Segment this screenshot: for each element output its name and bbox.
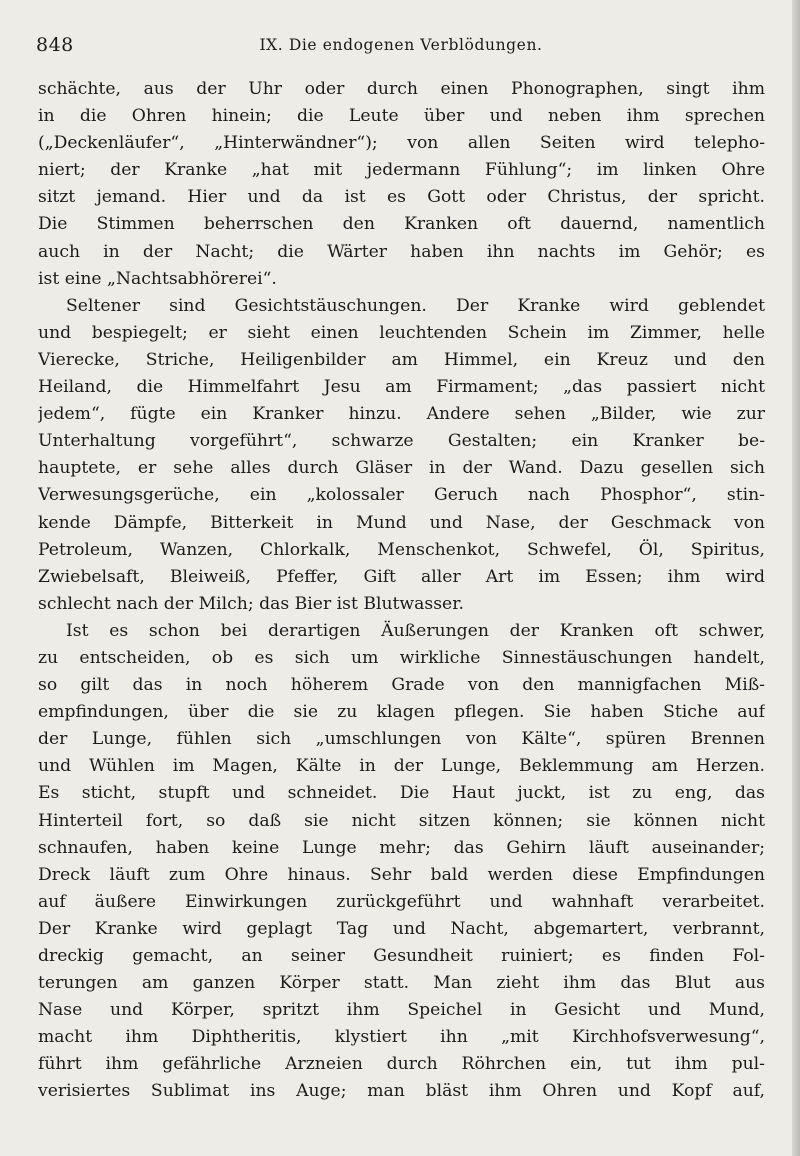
body-text [38, 76, 765, 1106]
text-line: Ist es schon bei derartigen Äußerungen der Kranken oft schwer, [66, 620, 765, 641]
text-line: Heiland, die Himmelfahrt Jesu am Firmament; „das passiert nicht [38, 377, 765, 398]
text-line: und Wühlen im Magen, Kälte in der Lunge, Beklemmung am Herzen. [38, 756, 765, 777]
text-line: Seltener sind Gesichtstäuschungen. Der Kranke wird geblendet [66, 295, 765, 316]
paragraph [38, 76, 765, 293]
text-line: und bespiegelt; er sieht einen leuchtenden Schein im Zimmer, helle [38, 322, 765, 343]
text-line: kende Dämpfe, Bitterkeit in Mund und Nase, der Geschmack von [38, 512, 765, 533]
text-line: niert; der Kranke „hat mit jedermann Fühlung“; im linken Ohre [38, 160, 765, 181]
text-line: der Lunge, fühlen sich „umschlungen von Kälte“, spüren Brennen [38, 729, 765, 750]
text-line: ist eine „Nachtsabhörerei“. [38, 268, 277, 289]
text-line: Unterhaltung vorgeführt“, schwarze Gestalten; ein Kranker be- [38, 431, 765, 452]
text-line: in die Ohren hinein; die Leute über und neben ihm sprechen [38, 106, 765, 127]
text-line: auf äußere Einwirkungen zurückgeführt und wahnhaft verarbeitet. [38, 891, 765, 912]
text-line: dreckig gemacht, an seiner Gesundheit ruiniert; es finden Fol- [38, 946, 765, 966]
text-line: empfindungen, über die sie zu klagen pflegen. Sie haben Stiche auf [38, 702, 765, 723]
text-line: zu entscheiden, ob es sich um wirkliche Sinnestäuschungen handelt, [38, 647, 765, 668]
text-line: Petroleum, Wanzen, Chlorkalk, Menschenkot, Schwefel, Öl, Spiritus, [38, 539, 765, 560]
page-edge [792, 0, 800, 1156]
text-line: macht ihm Diphtheritis, klystiert ihn „mit Kirchhofsverwesung“, [38, 1027, 765, 1048]
text-line: Hinterteil fort, so daß sie nicht sitzen können; sie können nicht [38, 810, 765, 831]
running-title: IX. Die endogenen Verblödungen. [259, 36, 543, 54]
text-line: Der Kranke wird geplagt Tag und Nacht, abgemartert, verbrannt, [38, 918, 765, 939]
text-line: Zwiebelsaft, Bleiweiß, Pfeffer, Gift aller Art im Essen; ihm wird [38, 566, 765, 587]
text-line: schlecht nach der Milch; das Bier ist Blutwasser. [38, 593, 464, 614]
text-line: führt ihm gefährliche Arzneien durch Röhrchen ein, tut ihm pul- [38, 1054, 765, 1075]
text-line: schnaufen, haben keine Lunge mehr; das Gehirn läuft auseinander; [38, 837, 765, 858]
text-line: verisiertes Sublimat ins Auge; man bläst ihm Ohren und Kopf auf, [38, 1081, 765, 1102]
text-line: Es sticht, stupft und schneidet. Die Haut juckt, ist zu eng, das [38, 783, 765, 804]
text-line: auch in der Nacht; die Wärter haben ihn nachts im Gehör; es [38, 241, 765, 262]
text-line: jedem“, fügte ein Kranker hinzu. Andere sehen „Bilder, wie zur [38, 404, 765, 425]
text-line: schächte, aus der Uhr oder durch einen Phonographen, singt ihm [38, 79, 765, 99]
page-number: 848 [36, 34, 74, 56]
text-line: so gilt das in noch höherem Grade von den mannigfachen Miß- [38, 675, 765, 696]
text-line: Vierecke, Striche, Heiligenbilder am Himmel, ein Kreuz und den [38, 349, 765, 370]
text-line: Die Stimmen beherrschen den Kranken oft dauernd, namentlich [38, 214, 765, 235]
text-line: hauptete, er sehe alles durch Gläser in der Wand. Dazu gesellen sich [38, 458, 765, 479]
paragraph [38, 618, 765, 1106]
paragraph [38, 293, 765, 618]
text-line: terungen am ganzen Körper statt. Man zieht ihm das Blut aus [38, 973, 765, 994]
text-line: Nase und Körper, spritzt ihm Speichel in Gesicht und Mund, [38, 1000, 765, 1021]
text-line: Dreck läuft zum Ohre hinaus. Sehr bald werden diese Empfindungen [38, 864, 765, 885]
text-line: Verwesungsgerüche, ein „kolossaler Geruch nach Phosphor“, stin- [38, 485, 765, 506]
text-line: („Deckenläufer“, „Hinterwändner“); von allen Seiten wird telepho- [38, 133, 765, 154]
text-line: sitzt jemand. Hier und da ist es Gott oder Christus, der spricht. [38, 187, 765, 208]
page-header [36, 34, 766, 58]
